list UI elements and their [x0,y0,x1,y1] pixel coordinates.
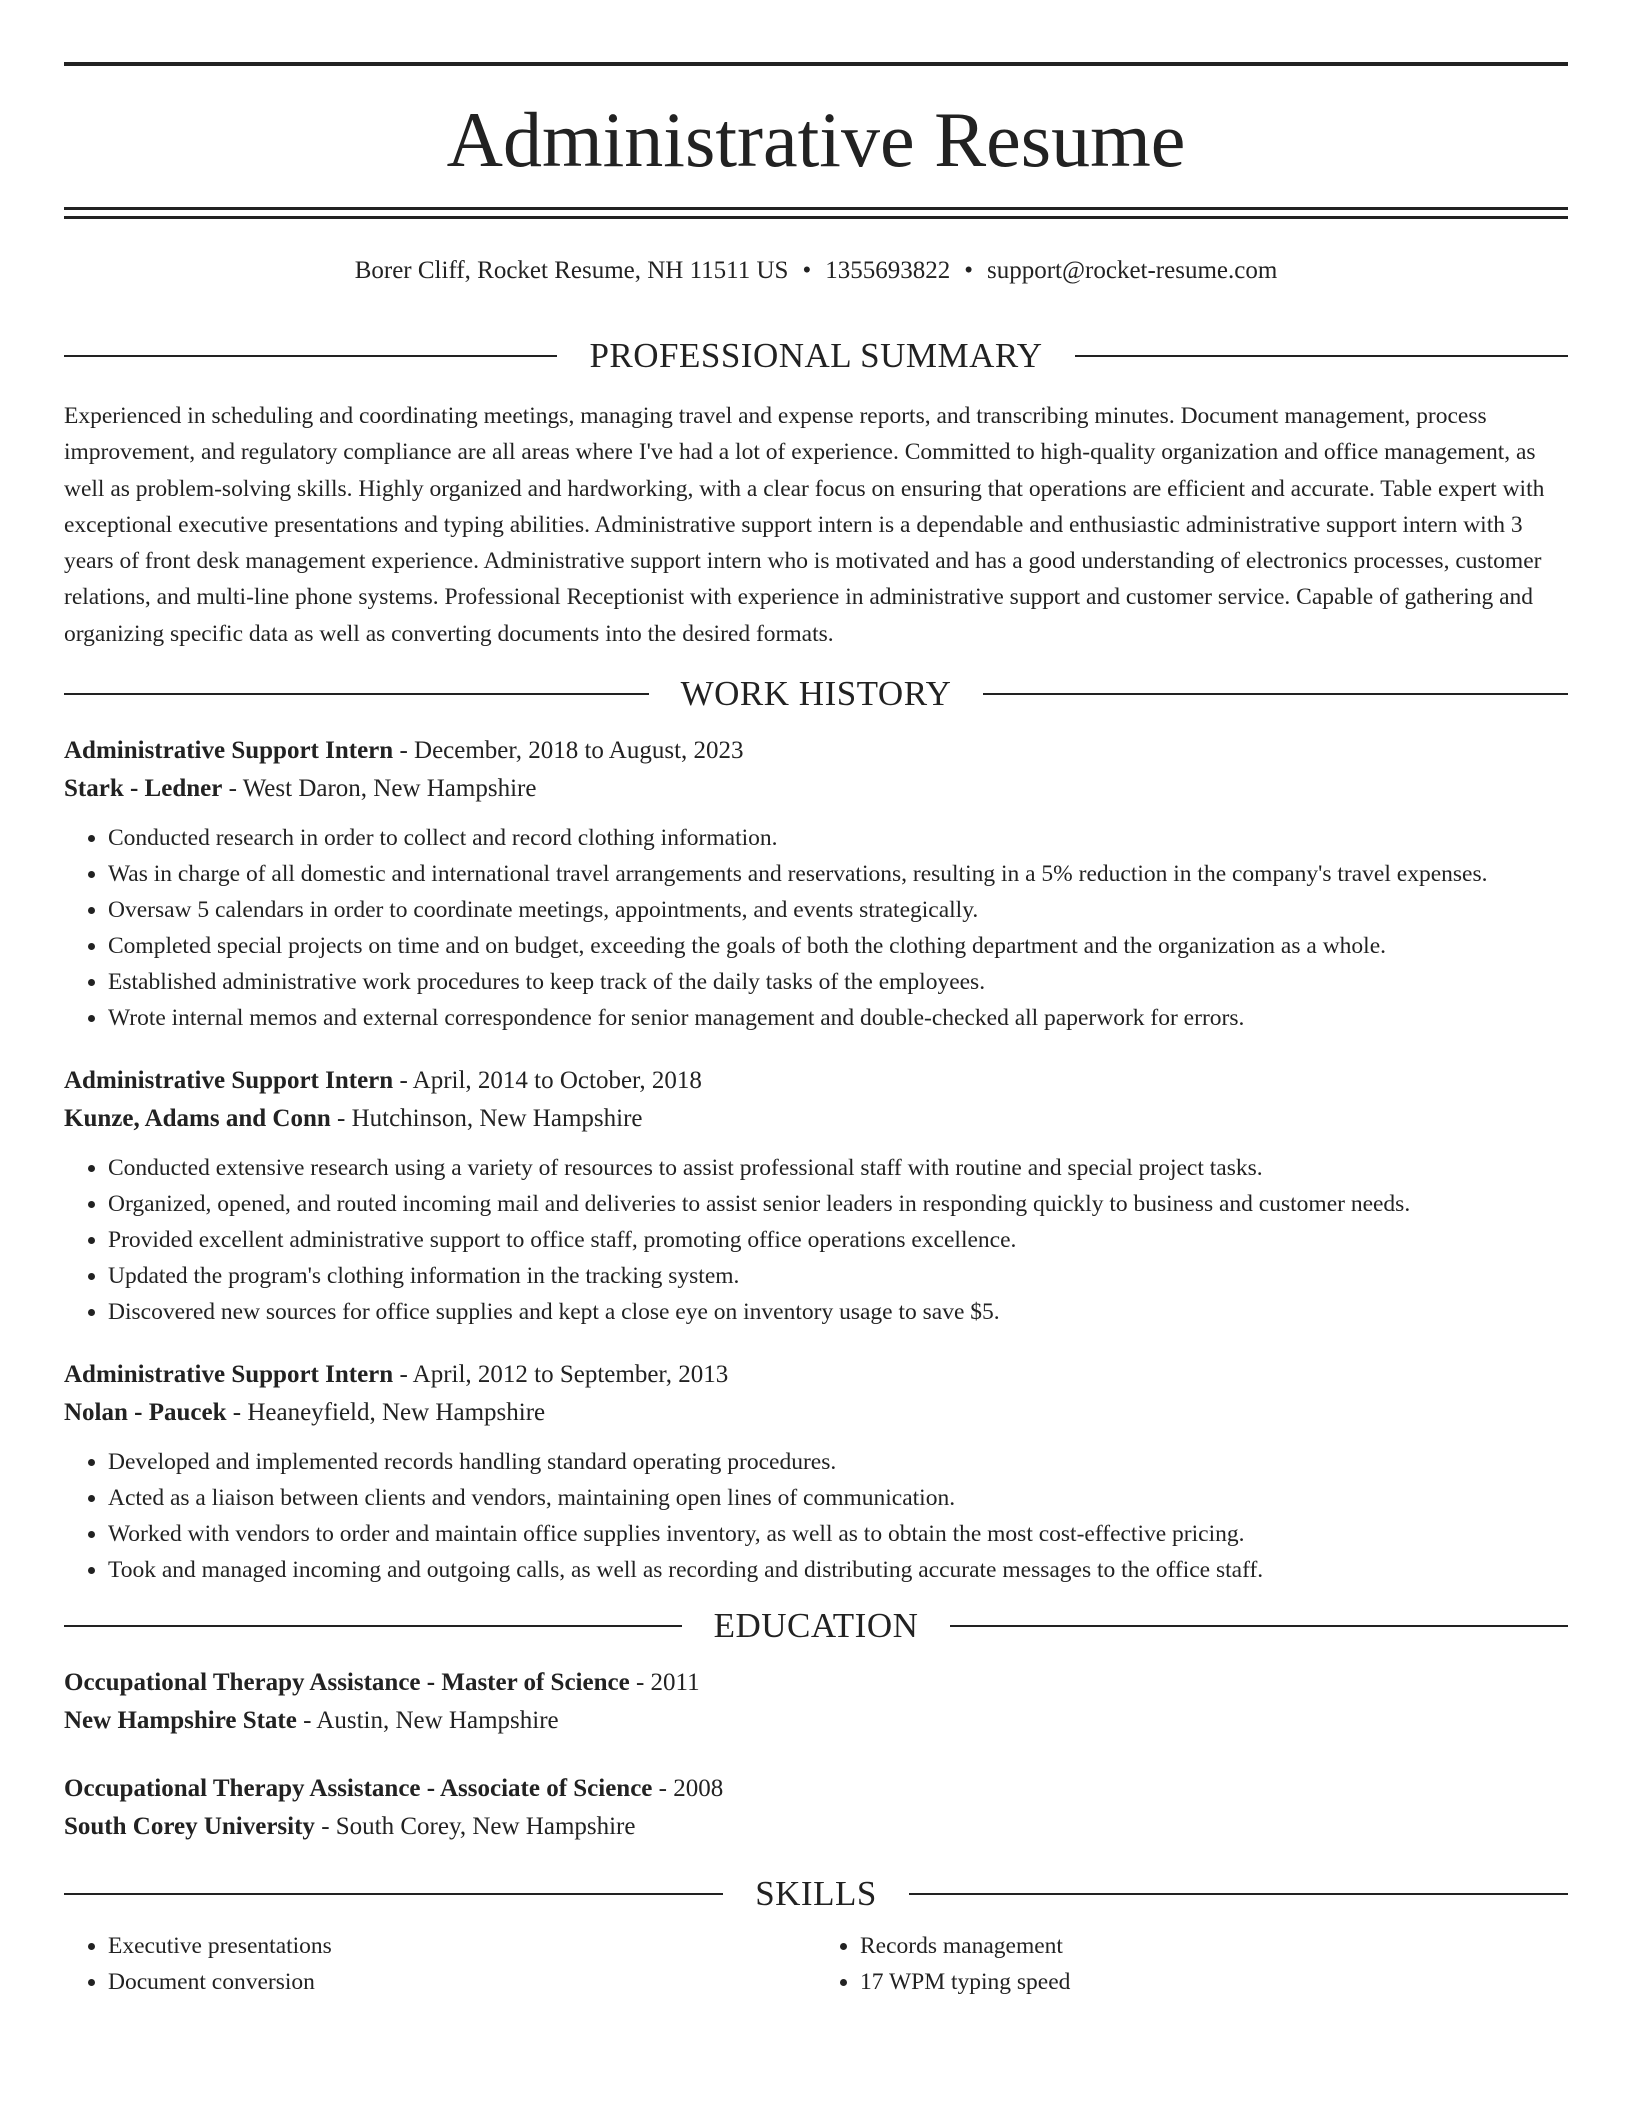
section-heading-education [64,1600,1568,1652]
skill-item: • Records management [860,1928,1568,1964]
job-bullet: • Wrote internal memos and external correspondence for senior management and double-checked all paperwork for errors. [108,1000,1568,1036]
resume-content [64,330,1568,2000]
summary-text: Experienced in scheduling and coordinating meetings, managing travel and expense reports, and transcribing minutes. Document management, process improvement, and regulatory compliance are all areas where I've had a lot of experience. Committed to high-quality organization and office management, as well as problem-solving skills. Highly organized and hardworking, with a clear focus on ensuring that operations are efficient and accurate. Table expert with exceptional executive presentations and typing abilities. Administrative support intern is a dependable and enthusiastic administrative support intern with 3 years of front desk management experience. Administrative support intern who is motivated and has a good understanding of electronics processes, customer relations, and multi-line phone systems. Professional Receptionist with experience in administrative support and customer service. Capable of gathering and organizing specific data as well as converting documents into the desired formats. [64,403,1545,647]
skills-column-right [816,1928,1568,2000]
skills-column-left [64,1928,816,2000]
section-heading-work [64,668,1568,720]
contact-separator: • [964,257,973,284]
education-location: - South Corey, New Hampshire [314,1813,636,1841]
section-title: WORK HISTORY [680,674,952,714]
education-entry [64,1770,1568,1846]
heading-rule [64,355,557,357]
title-rule-lower [64,216,1568,219]
education-degree-line [64,1770,1568,1808]
job-title: Administrative Support Intern [64,1067,394,1095]
education-degree-line [64,1664,1568,1702]
heading-rule [909,1893,1568,1895]
job-bullet: • Organized, opened, and routed incoming mail and deliveries to assist senior leaders in responding quickly to business and customer needs. [108,1186,1568,1222]
job-title: Administrative Support Intern [64,737,394,765]
skill-item: • Executive presentations [108,1928,816,1964]
job-dates: - December, 2018 to August, 2023 [393,737,744,765]
job-bullet: • Took and managed incoming and outgoing calls, as well as recording and distributing accurate messages to the office staff. [108,1552,1568,1588]
section-title: SKILLS [755,1874,877,1914]
education-list [64,1664,1568,1846]
education-school: New Hampshire State [64,1707,297,1735]
education-degree: Occupational Therapy Assistance - Associate of Science [64,1775,653,1803]
contact-separator: • [802,257,812,284]
education-school-line [64,1702,1568,1740]
job-list [64,732,1568,1588]
section-heading-skills [64,1868,1568,1920]
education-year: - 2008 [652,1775,724,1803]
job-company-line [64,1100,1568,1138]
contact-address: Borer Cliff, Rocket Resume, NH 11511 US [354,257,789,284]
job-bullet: • Oversaw 5 calendars in order to coordinate meetings, appointments, and events strategically. [108,892,1568,928]
job-dates: - April, 2012 to September, 2013 [393,1361,729,1389]
job-title-line [64,732,1568,770]
job-entry [64,1062,1568,1330]
job-title: Administrative Support Intern [64,1361,394,1389]
job-company-line [64,1394,1568,1432]
job-bullet: • Provided excellent administrative support to office staff, promoting office operations excellence. [108,1222,1568,1258]
top-rule [64,62,1568,66]
skill-item: • Document conversion [108,1964,816,2000]
education-school-line [64,1808,1568,1846]
job-dates: - April, 2014 to October, 2018 [393,1067,702,1095]
section-title: EDUCATION [713,1606,919,1646]
job-bullet: • Developed and implemented records handling standard operating procedures. [108,1444,1568,1480]
job-bullet: • Conducted research in order to collect and record clothing information. [108,820,1568,856]
job-bullet: • Conducted extensive research using a variety of resources to assist professional staff with routine and special project tasks. [108,1150,1568,1186]
job-bullet: • Established administrative work procedures to keep track of the daily tasks of the employees. [108,964,1568,1000]
heading-rule [64,693,649,695]
contact-email: support@rocket-resume.com [987,257,1278,284]
skills-list [64,1928,1568,2000]
job-company: Stark - Ledner [64,775,223,803]
section-title: PROFESSIONAL SUMMARY [589,336,1043,375]
job-location: - Heaneyfield, New Hampshire [226,1399,546,1427]
job-bullets [64,820,1568,1036]
job-entry [64,1356,1568,1588]
job-bullets [64,1444,1568,1588]
education-year: - 2011 [629,1669,700,1697]
heading-rule [950,1625,1568,1627]
job-bullet: • Updated the program's clothing information in the tracking system. [108,1258,1568,1294]
education-entry [64,1664,1568,1740]
job-bullet: • Completed special projects on time and on budget, exceeding the goals of both the clothing department and the organization as a whole. [108,928,1568,964]
skill-item: • 17 WPM typing speed [860,1964,1568,2000]
job-bullet: • Acted as a liaison between clients and vendors, maintaining open lines of communication. [108,1480,1568,1516]
education-school: South Corey University [64,1813,315,1841]
job-bullets [64,1150,1568,1330]
job-company: Kunze, Adams and Conn [64,1105,331,1133]
job-bullet: • Was in charge of all domestic and international travel arrangements and reservations, resulting in a 5% reduction in the company's travel expenses. [108,856,1568,892]
heading-rule [64,1893,723,1895]
heading-rule [64,1625,682,1627]
job-bullet: • Discovered new sources for office supplies and kept a close eye on inventory usage to save $5. [108,1294,1568,1330]
job-location: - West Daron, New Hampshire [222,775,537,803]
contact-line [64,255,1568,287]
job-location: - Hutchinson, New Hampshire [330,1105,643,1133]
section-heading-summary [64,330,1568,382]
title-rule-upper [64,207,1568,210]
education-degree: Occupational Therapy Assistance - Master of Science [64,1669,630,1697]
job-title-line [64,1356,1568,1394]
heading-rule [1075,355,1568,357]
job-company-line [64,770,1568,808]
job-company: Nolan - Paucek [64,1399,227,1427]
contact-phone: 1355693822 [825,257,951,284]
heading-rule [983,693,1568,695]
education-location: - Austin, New Hampshire [296,1707,559,1735]
job-bullet: • Worked with vendors to order and maintain office supplies inventory, as well as to obtain the most cost-effective pricing. [108,1516,1568,1552]
job-entry [64,732,1568,1036]
job-title-line [64,1062,1568,1100]
resume-title: Administrative Resume [446,96,1186,183]
